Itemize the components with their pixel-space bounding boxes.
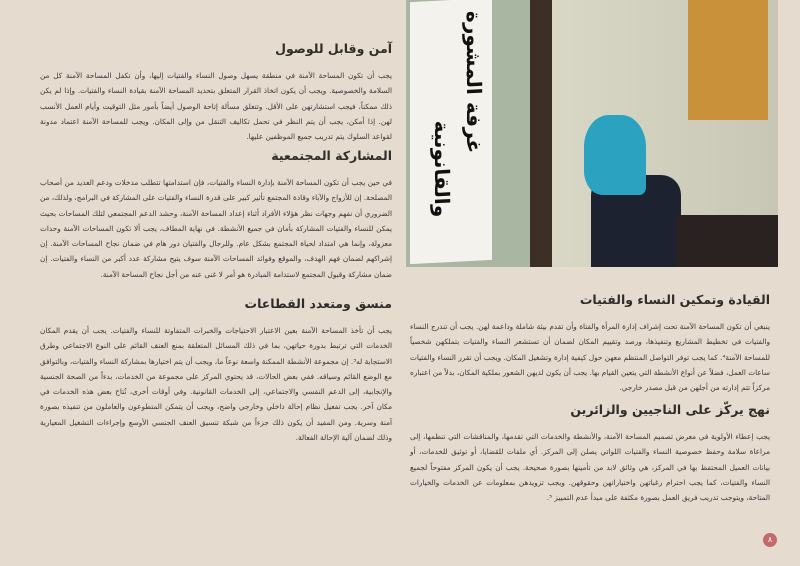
section-title: المشاركة المجتمعية xyxy=(271,148,392,163)
section-survivor-centered xyxy=(410,402,770,505)
section-body: يجب إعطاء الأولوية في معرض تصميم المساحة الآمنة، والأنشطة والخدمات التي تقدمها، والمناقشات التي تنظمها، إلى مراعاة سلامة وحفظ خصوصية النساء والفتيات اللواتي يصلن إلى المركز. أي ملفات للقضايا، أو توثيق للخدمات، أو بيانات العميل المحتفظ بها في المركز، هي وثائق لابد من تأمينها بصورة صحيحة. يجب أن يكون المركز مفتوحاً لجميع النساء والفتيات، كما يجب احترام رغباتهن واختياراتهن وحقوقهن. ويجب تزويدهن بمعلومات عن الخدمات والخيارات المتاحة، ويتوجب تدريب فريق العمل بصورة مكثفة على مبدأ عدم التمييز ⁵. xyxy=(410,432,770,503)
section-title: نهج يركّز على الناجيين والزائرين xyxy=(570,402,770,417)
door-frame xyxy=(530,0,552,267)
section-title: القيادة وتمكين النساء والفتيات xyxy=(579,292,770,307)
section-title: منسق ومتعدد القطاعات xyxy=(244,296,392,311)
office-photo xyxy=(406,0,778,267)
section-body: في حين يجب أن تكون المساحة الآمنة بإدارة النساء والفتيات، فإن استدامتها تتطلب مدخلات ودعم العديد من أصحاب المصلحة. إن للأزواج والآباء وقادة المجتمع تأثير كبير على قدرة النساء والفتيات على المشاركة في البرامج، ولذلك، من الضروري أن نفهم وجهات نظر هؤلاء الأفراد أثناء إعداد المساحة الآمنة، وحشد الدعم المجتمعي لتلك المساحات بحيث يمكن للنساء والفتيات المشاركة بأمان في جميع الأنشطة. في نهاية المطاف، يجب ألا تكون المساحات الآمنة وحدات معزولة، وإنما هي امتداد لحياة المجتمع بشكل عام. وللرجال والفتيان دور هام في ضمان نجاح المساحات الآمنة. إن إشراكهم لضمان فهم الهدف، والموقع وفوائد المساحات الآمنة سوف يتيح مشاركة عدد أكبر من النساء والفتيات. إن ضمان مشاركة وقبول المجتمع لاستدامة المبادرة هو أمر لا غنى عنه من أجل نجاح المساحة الآمنة. xyxy=(40,178,392,279)
section-body: يجب أن تأخذ المساحة الآمنة بعين الاعتبار الاحتياجات والخبرات المتفاوتة للنساء والفتيات. يجب أن يقدم المكان الخدمات التي ترتبط بدورة حياتهن، بما في ذلك المسائل المتعلقة بمنع العنف القائم على النوع الاجتماعي وطرق الاستجابة له³. إن مجموعة الأنشطة الممكنة واسعة نوعاً ما، ويجب أن يتم اختيارها بمشاركة النساء والفتيات، وبالتوافق مع الوضع القائم وسياقه. ففي بعض الحالات، قد يحتوي المركز على مجموعة من الخدمات، بدءاً من الصحة الجنسية والإنجابية، إلى الدعم النفسي والاجتماعي، إلى الخدمات القانونية. وفي أوقات أخرى، تُتاح بعض هذه الخدمات في مكان آخر. يجب تفعيل نظام إحالة داخلي وخارجي واضح، ويجب أن يتمكن المتطوعون والعاملون من تنفيذه بصورة آمنة وسرية. ومن المفيد أن يكون ذلك جزءاً من شبكة تنسيق العنف الجنسي الأوسع وإجراءات التشغيل المعيارية وذلك لضمان آلية الإحالة الفعالة. xyxy=(40,326,392,443)
sign-line-1: غرفة المشورة xyxy=(462,10,486,154)
section-leadership-empowerment xyxy=(410,292,770,395)
section-coordinated-multisectoral xyxy=(40,296,392,445)
section-body: يجب أن تكون المساحة الآمنة في منطقة يسهل وصول النساء والفتيات إليها، وأن تكفل المساحة الآمنة كل من السلامة والخصوصية. ويجب أن يكون اتخاذ القرار المتعلق بتحديد المساحة الآمنة بقيادة النساء والفتيات. وإذا لم يكن ذلك ممكناً، فيجب استشارتهن على الأقل. وتتعلق مسألة إتاحة الوصول أيضاً بأمور مثل التوقيت وأيام العمل الأنسب لهن. إذا أمكن، يجب أن يتم النظر في تحمل تكاليف التنقل من وإلى المكان. ويجب للمساحة الآمنة اعتماد مدونة لقواعد السلوك يتم تدريب جميع الموظفين عليها. xyxy=(40,71,392,142)
section-title: آمن وقابل للوصول xyxy=(275,41,392,56)
wall-cabinet xyxy=(688,0,768,120)
person-headscarf xyxy=(584,115,646,195)
page-number: ٨ xyxy=(763,533,777,547)
desk xyxy=(676,215,778,267)
section-community-participation xyxy=(40,148,392,282)
sign-line-2: والقانونية xyxy=(430,119,454,218)
section-body: ينبغي أن تكون المساحة الآمنة تحت إشراف إدارة المرأة والفتاة وأن تقدم بيئة شاملة وداعمة لهن. يجب أن تندرج النساء والفتيات في تخطيط المشاريع وتنفيذها، ورصد وتقييم المكان لضمان أن تستشعر النساء والفتيات بتملكهن شخصياً للمساحة الآمنة⁴. كما يجب توفر التواصل المنتظم معهن حول كيفية إدارة وتشغيل المكان. ويجب أن تقرر النساء والفتيات ساعات العمل، فضلاً عن أنواع الأنشطة التي يتعين القيام بها. يجب أن يكون لديهن الشعور بملكية المكان، بدلاً من اعتباره مركزاً تتم إدارته من أجلهن من قبل مصدر خارجي. xyxy=(410,322,770,393)
section-safe-accessible xyxy=(40,41,392,144)
counseling-room-sign xyxy=(410,0,492,264)
